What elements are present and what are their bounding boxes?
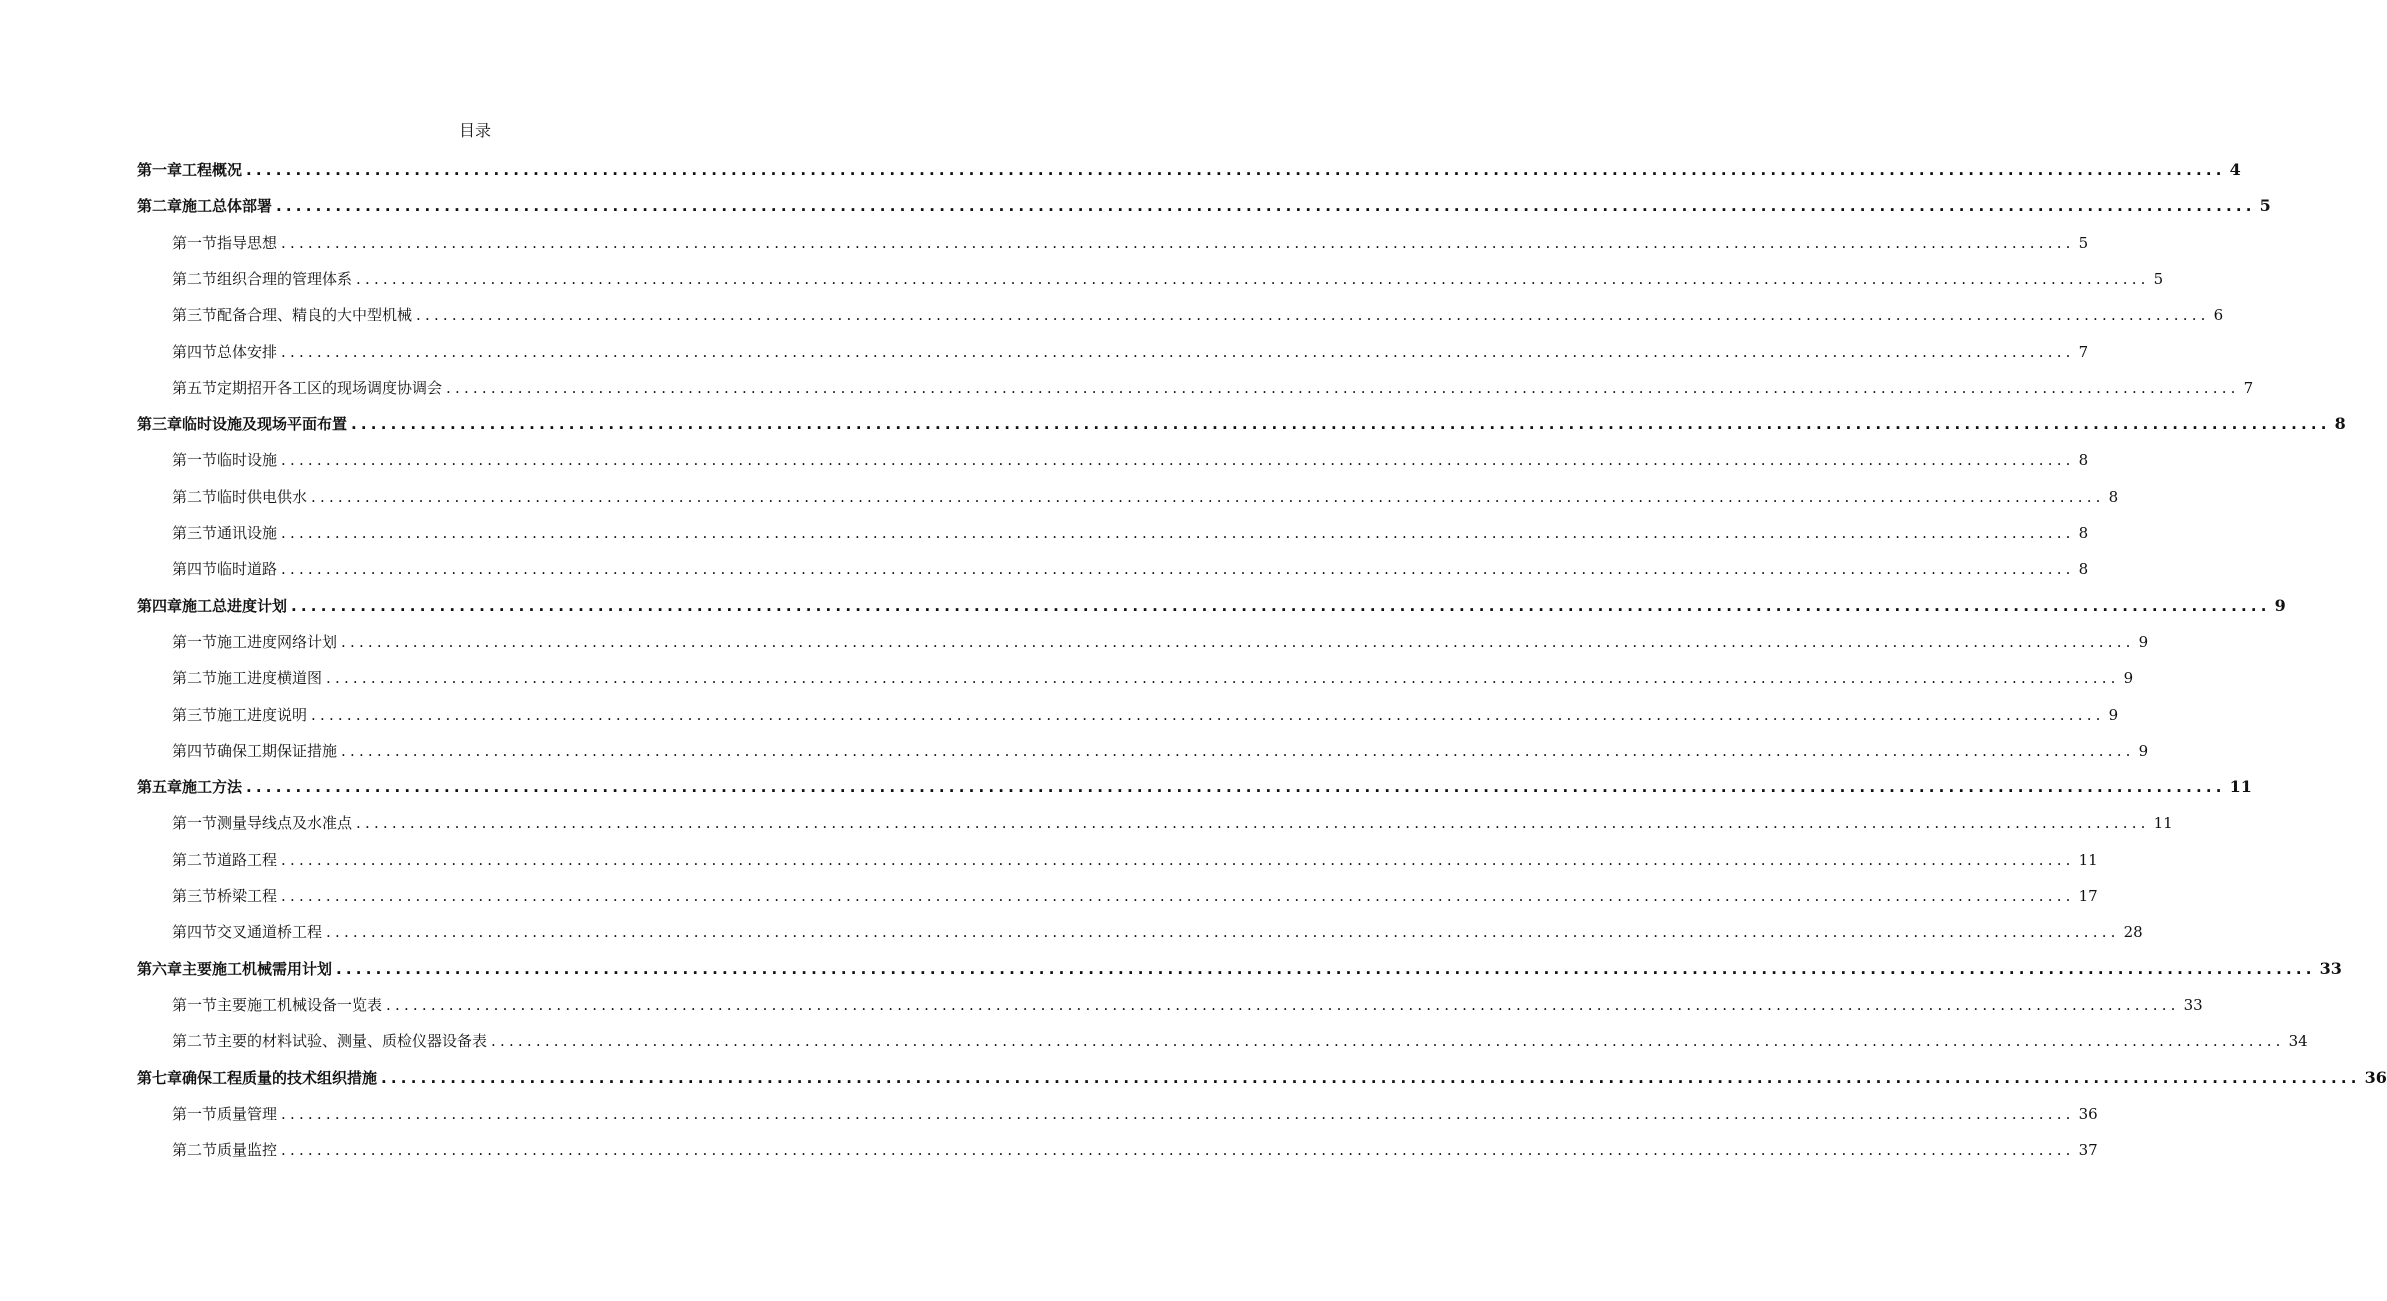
toc-entry-title: 第一章工程概况 — [137, 161, 243, 179]
toc-entry-page-number: 9 — [2274, 595, 2286, 615]
toc-chapter-entry[interactable] — [0, 409, 2346, 435]
toc-entry-title: 第二节质量监控 — [172, 1141, 278, 1160]
toc-section-entry[interactable] — [0, 373, 2254, 399]
toc-entry-title: 第七章确保工程质量的技术组织措施 — [137, 1068, 378, 1087]
toc-entry-page-number: 8 — [2078, 451, 2089, 470]
toc-entry-page-number: 8 — [2108, 487, 2119, 506]
toc-entry-page-number: 5 — [2259, 196, 2271, 216]
dot-leader: ........................................................................................................................................................................................................ — [341, 741, 2135, 760]
toc-section-entry[interactable] — [0, 554, 2089, 580]
toc-section-entry[interactable] — [0, 881, 2098, 907]
dot-leader: ........................................................................................................................................................................................................ — [281, 887, 2075, 905]
toc-section-entry[interactable] — [0, 700, 2119, 726]
toc-chapter-entry[interactable] — [0, 591, 2286, 617]
toc-section-entry[interactable] — [0, 917, 2143, 943]
dot-leader: ........................................................................................................................................................................................................ — [381, 1068, 2361, 1087]
toc-entry-title: 第三节施工进度说明 — [172, 705, 308, 724]
toc-entry-page-number: 33 — [2183, 995, 2203, 1014]
toc-section-entry[interactable] — [0, 337, 2089, 363]
toc-entry-page-number: 11 — [2153, 814, 2173, 833]
toc-section-entry[interactable] — [0, 627, 2149, 653]
toc-entry-page-number: 11 — [2229, 777, 2252, 797]
dot-leader: ........................................................................................................................................................................................................ — [356, 269, 2150, 288]
toc-section-entry[interactable] — [0, 845, 2098, 871]
toc-section-entry[interactable] — [0, 663, 2134, 689]
toc-entry-title: 第二节主要的材料试验、测量、质检仪器设备表 — [172, 1032, 488, 1051]
dot-leader: ........................................................................................................................................................................................................ — [281, 1141, 2075, 1160]
dot-leader: ........................................................................................................................................................................................................ — [311, 487, 2105, 506]
toc-entry-title: 第二节施工进度横道图 — [172, 669, 323, 688]
toc-entry-page-number: 9 — [2138, 741, 2149, 760]
toc-entry-title: 第三节配备合理、精良的大中型机械 — [172, 306, 413, 325]
toc-chapter-entry[interactable] — [0, 954, 2342, 980]
toc-title: 目录 — [458, 121, 491, 140]
dot-leader: ........................................................................................................................................................................................................ — [281, 233, 2075, 252]
toc-entry-title: 第四节临时道路 — [172, 560, 278, 579]
toc-entry-title: 第一节施工进度网络计划 — [172, 632, 338, 651]
toc-entry-title: 第三节通讯设施 — [172, 524, 278, 542]
toc-section-entry[interactable] — [0, 482, 2119, 508]
dot-leader: ........................................................................................................................................................................................................ — [446, 378, 2240, 397]
toc-chapter-entry[interactable] — [0, 1063, 2387, 1089]
toc-section-entry[interactable] — [0, 736, 2149, 762]
toc-entry-page-number: 7 — [2243, 378, 2254, 397]
toc-entry-title: 第一节指导思想 — [172, 233, 278, 252]
toc-entry-page-number: 4 — [2229, 160, 2241, 179]
toc-entry-page-number: 17 — [2078, 887, 2098, 905]
toc-section-entry[interactable] — [0, 518, 2089, 544]
toc-entry-title: 第一节临时设施 — [172, 451, 278, 470]
toc-entry-page-number: 5 — [2153, 269, 2164, 288]
toc-section-entry[interactable] — [0, 264, 2164, 290]
toc-section-entry[interactable] — [0, 1099, 2098, 1125]
toc-section-entry[interactable] — [0, 1135, 2098, 1161]
toc-entry-title: 第五章施工方法 — [137, 778, 243, 797]
toc-entry-page-number: 7 — [2078, 342, 2089, 361]
toc-entry-title: 第二节临时供电供水 — [172, 487, 308, 506]
dot-leader: ........................................................................................................................................................................................................ — [246, 161, 2226, 179]
dot-leader: ........................................................................................................................................................................................................ — [416, 306, 2210, 325]
toc-entry-title: 第二节道路工程 — [172, 850, 278, 869]
dot-leader: ........................................................................................................................................................................................................ — [326, 923, 2120, 942]
dot-leader: ........................................................................................................................................................................................................ — [311, 705, 2105, 724]
dot-leader: ........................................................................................................................................................................................................ — [386, 995, 2180, 1014]
toc-section-entry[interactable] — [0, 1026, 2308, 1052]
toc-entry-title: 第五节定期招开各工区的现场调度协调会 — [172, 378, 443, 397]
dot-leader: ........................................................................................................................................................................................................ — [281, 850, 2075, 869]
toc-section-entry[interactable] — [0, 990, 2203, 1016]
toc-chapter-entry[interactable] — [0, 155, 2241, 181]
toc-entry-title: 第四章施工总进度计划 — [137, 596, 288, 615]
dot-leader: ........................................................................................................................................................................................................ — [281, 524, 2075, 542]
dot-leader: ........................................................................................................................................................................................................ — [351, 415, 2331, 434]
toc-entry-title: 第二章施工总体部署 — [137, 197, 273, 216]
dot-leader: ........................................................................................................................................................................................................ — [291, 596, 2271, 615]
toc-entry-title: 第二节组织合理的管理体系 — [172, 269, 353, 288]
toc-chapter-entry[interactable] — [0, 191, 2271, 217]
toc-entry-page-number: 36 — [2364, 1067, 2387, 1087]
dot-leader: ........................................................................................................................................................................................................ — [356, 814, 2150, 833]
toc-section-entry[interactable] — [0, 808, 2173, 834]
dot-leader: ........................................................................................................................................................................................................ — [341, 632, 2135, 651]
toc-entry-title: 第六章主要施工机械需用计划 — [137, 959, 333, 978]
toc-entry-title: 第四节总体安排 — [172, 342, 278, 361]
toc-entry-page-number: 8 — [2078, 560, 2089, 579]
dot-leader: ........................................................................................................................................................................................................ — [276, 197, 2256, 216]
toc-section-entry[interactable] — [0, 228, 2089, 254]
toc-entry-title: 第一节主要施工机械设备一览表 — [172, 995, 383, 1014]
toc-section-entry[interactable] — [0, 445, 2089, 471]
toc-entry-page-number: 11 — [2078, 850, 2098, 869]
toc-entry-page-number: 9 — [2138, 632, 2149, 651]
toc-entry-page-number: 9 — [2108, 705, 2119, 724]
toc-entry-page-number: 9 — [2123, 669, 2134, 688]
dot-leader: ........................................................................................................................................................................................................ — [281, 560, 2075, 579]
toc-entry-page-number: 36 — [2078, 1104, 2098, 1123]
dot-leader: ........................................................................................................................................................................................................ — [491, 1032, 2285, 1051]
toc-chapter-entry[interactable] — [0, 772, 2252, 798]
toc-entry-page-number: 8 — [2334, 414, 2346, 434]
toc-entry-page-number: 8 — [2078, 524, 2089, 542]
toc-entry-title: 第一节质量管理 — [172, 1104, 278, 1123]
dot-leader: ........................................................................................................................................................................................................ — [281, 451, 2075, 470]
toc-entry-page-number: 33 — [2319, 958, 2342, 978]
toc-entry-page-number: 5 — [2078, 233, 2089, 252]
dot-leader: ........................................................................................................................................................................................................ — [281, 1104, 2075, 1123]
dot-leader: ........................................................................................................................................................................................................ — [336, 959, 2316, 978]
dot-leader: ........................................................................................................................................................................................................ — [326, 669, 2120, 688]
toc-entry-page-number: 6 — [2213, 306, 2224, 325]
toc-entry-page-number: 37 — [2078, 1141, 2098, 1160]
toc-entry-title: 第三节桥梁工程 — [172, 887, 278, 905]
dot-leader: ........................................................................................................................................................................................................ — [246, 778, 2226, 797]
toc-entry-page-number: 28 — [2123, 923, 2143, 942]
toc-section-entry[interactable] — [0, 300, 2224, 326]
toc-entry-title: 第四节确保工期保证措施 — [172, 741, 338, 760]
dot-leader: ........................................................................................................................................................................................................ — [281, 342, 2075, 361]
toc-entry-page-number: 34 — [2288, 1032, 2308, 1051]
toc-entry-title: 第三章临时设施及现场平面布置 — [137, 415, 348, 434]
toc-entry-title: 第一节测量导线点及水准点 — [172, 814, 353, 833]
toc-entry-title: 第四节交叉通道桥工程 — [172, 923, 323, 942]
